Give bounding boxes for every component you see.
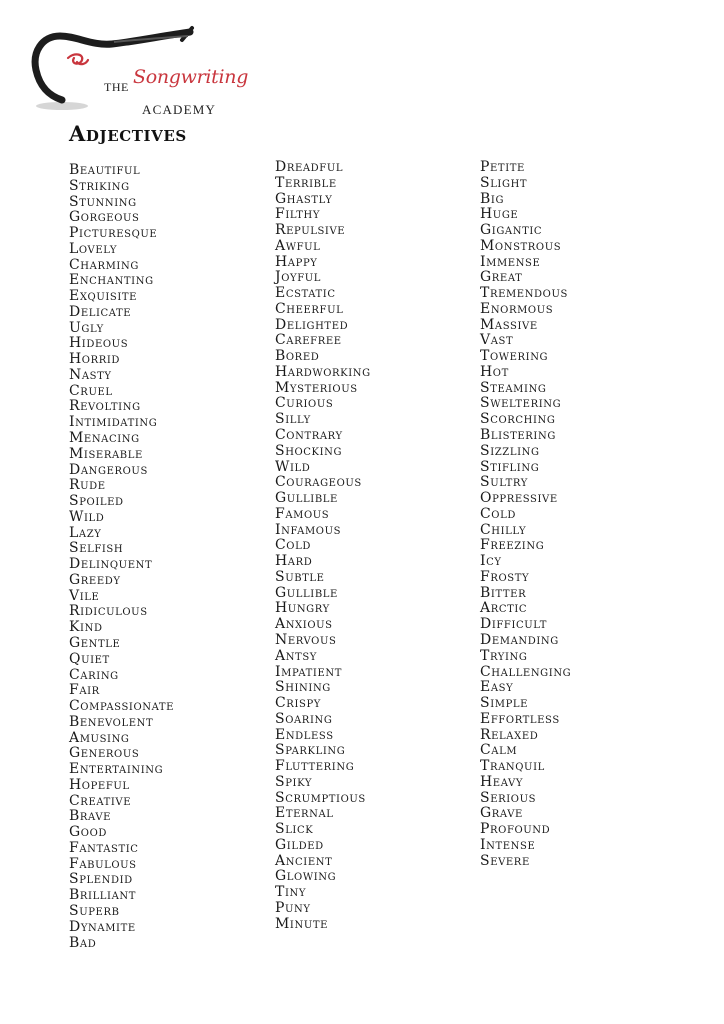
adjective-item: Sultry — [480, 474, 528, 491]
adjective-item: Cruel — [69, 382, 113, 399]
adjective-item: Entertaining — [69, 761, 164, 778]
adjective-item: Beautiful — [69, 162, 141, 178]
adjective-item: Great — [480, 269, 523, 286]
adjective-item: Creative — [69, 792, 132, 809]
adjective-item: Joyful — [275, 269, 322, 286]
adjective-item: Mysterious — [275, 379, 358, 396]
adjective-item: Tiny — [275, 884, 307, 901]
adjective-item: Ecstatic — [275, 285, 336, 302]
adjective-item: Sweltering — [480, 395, 562, 412]
adjective-item: Rude — [69, 477, 106, 494]
adjective-item: Puny — [275, 899, 311, 916]
adjective-item: Stunning — [69, 193, 137, 210]
adjective-item: Hot — [480, 363, 509, 380]
adjective-item: Gentle — [69, 634, 121, 651]
adjective-item: Ancient — [275, 852, 333, 869]
adjective-item: Striking — [69, 177, 130, 194]
adjective-item: Dangerous — [69, 461, 148, 478]
adjective-item: Cold — [480, 505, 516, 522]
adjective-item: Awful — [275, 237, 321, 254]
adjective-item: Trying — [480, 647, 528, 664]
adjective-item: Easy — [480, 679, 514, 696]
adjective-item: Icy — [480, 553, 502, 570]
adjective-item: Infamous — [275, 521, 342, 538]
adjective-item: Big — [480, 190, 505, 207]
adjective-item: Chilly — [480, 521, 527, 538]
adjective-item: Fair — [69, 682, 100, 699]
logo-script-text: Songwriting — [133, 66, 249, 88]
adjective-item: Fluttering — [275, 758, 355, 775]
adjective-item: Vile — [69, 587, 100, 604]
adjective-item: Intimidating — [69, 414, 158, 431]
adjective-item: Quiet — [69, 650, 110, 667]
adjective-item: Generous — [69, 745, 140, 762]
adjective-item: Profound — [480, 821, 551, 838]
adjective-item: Menacing — [69, 430, 140, 447]
adjective-item: Gullible — [275, 490, 338, 507]
adjective-item: Monstrous — [480, 237, 562, 254]
adjective-item: Grave — [480, 805, 523, 822]
adjective-item: Courageous — [275, 474, 362, 491]
adjective-item: Hopeful — [69, 776, 130, 793]
adjective-item: Greedy — [69, 571, 121, 588]
adjective-item: Petite — [480, 159, 525, 175]
adjective-item: Wild — [275, 458, 311, 475]
adjective-item: Happy — [275, 253, 318, 270]
adjective-item: Delinquent — [69, 556, 153, 573]
logo-academy-text: ACADEMY — [142, 102, 217, 117]
adjective-item: Frosty — [480, 568, 530, 585]
adjective-item: Heavy — [480, 773, 524, 790]
adjective-item: Spoiled — [69, 493, 124, 510]
adjective-item: Compassionate — [69, 698, 175, 715]
adjective-item: Minute — [275, 915, 329, 932]
adjective-item: Hideous — [69, 335, 129, 352]
adjective-item: Repulsive — [275, 222, 346, 239]
adjective-item: Relaxed — [480, 726, 539, 743]
adjective-item: Hard — [275, 553, 313, 570]
adjective-item: Steaming — [480, 379, 547, 396]
adjective-item: Silly — [275, 411, 311, 428]
adjective-item: Effortless — [480, 710, 560, 727]
adjective-column-1 — [69, 163, 174, 951]
adjective-item: Massive — [480, 316, 538, 333]
adjective-item: Delighted — [275, 316, 349, 333]
adjective-item: Shining — [275, 679, 331, 696]
adjective-item: Wild — [69, 508, 105, 525]
adjective-item: Bad — [69, 934, 97, 951]
adjective-item: Severe — [480, 852, 530, 869]
adjective-item: Difficult — [480, 616, 547, 633]
adjective-item: Eternal — [275, 805, 334, 822]
adjective-item: Amusing — [69, 729, 130, 746]
adjective-item: Horrid — [69, 351, 121, 368]
adjective-item: Bitter — [480, 584, 527, 601]
adjective-item: Endless — [275, 726, 334, 743]
adjective-item: Oppressive — [480, 490, 558, 507]
adjective-item: Huge — [480, 206, 519, 223]
adjective-item: Nasty — [69, 366, 112, 383]
adjective-item: Fabulous — [69, 855, 137, 872]
adjective-item: Ghastly — [275, 190, 333, 207]
adjective-item: Brilliant — [69, 887, 137, 904]
adjective-item: Scorching — [480, 411, 556, 428]
adjective-item: Carefree — [275, 332, 342, 349]
adjective-item: Immense — [480, 253, 541, 270]
adjective-item: Crispy — [275, 695, 321, 712]
adjective-item: Tranquil — [480, 758, 545, 775]
adjective-item: Arctic — [480, 600, 528, 617]
adjective-item: Famous — [275, 505, 330, 522]
adjective-item: Curious — [275, 395, 334, 412]
adjective-item: Ugly — [69, 319, 104, 336]
adjective-item: Selfish — [69, 540, 124, 557]
adjective-item: Contrary — [275, 427, 343, 444]
adjective-item: Miserable — [69, 445, 143, 462]
adjective-item: Tremendous — [480, 285, 568, 302]
adjective-item: Superb — [69, 902, 120, 919]
adjective-item: Benevolent — [69, 713, 154, 730]
adjective-item: Bored — [275, 348, 320, 365]
adjective-item: Scrumptious — [275, 789, 366, 806]
adjective-item: Lovely — [69, 240, 118, 257]
adjective-item: Demanding — [480, 631, 559, 648]
adjective-item: Intense — [480, 836, 536, 853]
songwriting-academy-logo — [22, 22, 249, 117]
adjective-item: Towering — [480, 348, 549, 365]
adjective-item: Charming — [69, 256, 139, 273]
adjective-item: Soaring — [275, 710, 333, 727]
adjective-item: Ridiculous — [69, 603, 148, 620]
adjective-item: Serious — [480, 789, 537, 806]
adjective-item: Freezing — [480, 537, 545, 554]
adjective-item: Enchanting — [69, 272, 154, 289]
adjective-item: Hungry — [275, 600, 330, 617]
adjective-column-2 — [275, 160, 371, 933]
adjective-item: Blistering — [480, 427, 556, 444]
adjective-item: Dreadful — [275, 159, 344, 175]
adjective-item: Brave — [69, 808, 112, 825]
adjective-item: Revolting — [69, 398, 141, 415]
adjective-item: Impatient — [275, 663, 342, 680]
adjective-item: Nervous — [275, 631, 337, 648]
adjective-item: Glowing — [275, 868, 337, 885]
adjective-item: Slick — [275, 821, 314, 838]
adjective-item: Caring — [69, 666, 119, 683]
adjective-item: Kind — [69, 619, 103, 636]
adjective-item: Enormous — [480, 300, 554, 317]
adjective-item: Slight — [480, 174, 528, 191]
adjective-item: Simple — [480, 695, 529, 712]
adjective-item: Splendid — [69, 871, 133, 888]
adjective-item: Gorgeous — [69, 209, 140, 226]
adjective-item: Anxious — [275, 616, 333, 633]
adjective-item: Cold — [275, 537, 311, 554]
adjective-item: Filthy — [275, 206, 321, 223]
adjective-item: Cheerful — [275, 300, 344, 317]
adjective-item: Lazy — [69, 524, 102, 541]
adjective-item: Challenging — [480, 663, 572, 680]
adjective-item: Subtle — [275, 568, 325, 585]
adjective-item: Terrible — [275, 174, 337, 191]
adjective-item: Spiky — [275, 773, 313, 790]
adjective-item: Good — [69, 824, 107, 841]
adjective-item: Gullible — [275, 584, 338, 601]
adjective-item: Sparkling — [275, 742, 346, 759]
adjective-item: Shocking — [275, 442, 343, 459]
adjective-item: Sizzling — [480, 442, 540, 459]
logo-the-text: THE — [104, 80, 129, 94]
adjective-item: Stifling — [480, 458, 540, 475]
adjective-item: Dynamite — [69, 918, 136, 935]
adjective-item: Antsy — [275, 647, 317, 664]
adjective-item: Fantastic — [69, 839, 139, 856]
adjective-item: Gigantic — [480, 222, 543, 239]
adjective-column-3 — [480, 160, 571, 869]
adjective-item: Delicate — [69, 303, 132, 320]
adjective-item: Exquisite — [69, 288, 138, 305]
adjective-item: Hardworking — [275, 363, 371, 380]
adjective-item: Picturesque — [69, 225, 158, 242]
adjective-item: Calm — [480, 742, 518, 759]
adjective-item: Vast — [480, 332, 514, 349]
adjective-item: Gilded — [275, 836, 324, 853]
page-title: Adjectives — [69, 121, 187, 146]
